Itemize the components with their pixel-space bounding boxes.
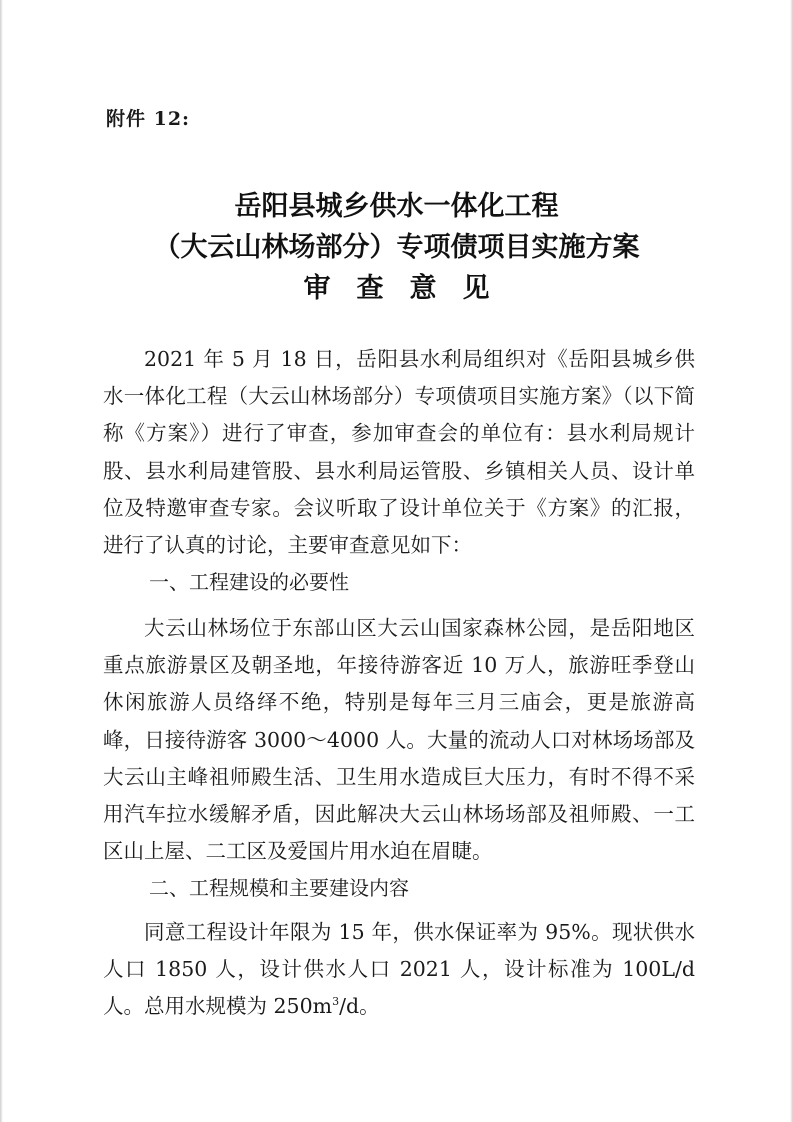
intro-paragraph-block xyxy=(103,341,695,564)
title-line-2: （大云山林场部分）专项债项目实施方案 xyxy=(153,232,640,263)
title-line-1: 岳阳县城乡供水一体化工程 xyxy=(234,191,559,222)
section-2-text-a: 同意工程设计年限为 15 年，供水保证率为 95%。现状供水人口 1850 人，设计供水人口 2021 人，设计标准为 100L/d 人。总用水规模为 250m xyxy=(103,920,695,1019)
intro-paragraph: 2021 年 5 月 18 日，岳阳县水利局组织对《岳阳县城乡供水一体化工程（大云山林场部分）专项债项目实施方案》（以下简称《方案》）进行了审查，参加审查会的单位有：县水利局规计股、县水利局建管股、县水利局运管股、乡镇相关人员、设计单位及特邀审查专家。会议听取了设计单位关于《方案》的汇报，进行了认真的讨论，主要审查意见如下： xyxy=(103,347,695,558)
section-1-paragraph: 大云山林场位于东部山区大云山国家森林公园，是岳阳地区重点旅游景区及朝圣地，年接待游客近 10 万人，旅游旺季登山休闲旅游人员络绎不绝，特别是每年三月三庙会，更是旅游高峰，日接待游客 3000～4000 人。大量的流动人口对林场场部及大云山主峰祖师殿生活、卫生用水造成巨大压力，有时不得不采用汽车拉水缓解矛盾，因此解决大云山林场场部及祖师殿、一工区山上屋、二工区及爱国片用水迫在眉睫。 xyxy=(103,616,695,864)
title-line-3: 审查意见 xyxy=(303,273,516,304)
section-2-paragraph xyxy=(103,914,695,1026)
section-1-block xyxy=(103,610,695,870)
section-1-heading: 一、工程建设的必要性 xyxy=(149,570,349,594)
attachment-label: 附件 12: xyxy=(106,108,191,130)
cubic-superscript: 3 xyxy=(332,995,340,1009)
section-2-text-b: /d。 xyxy=(339,994,380,1019)
section-2-heading: 二、工程规模和主要建设内容 xyxy=(149,876,409,900)
section-2-block xyxy=(103,914,695,1026)
scan-edge-left xyxy=(0,0,3,1122)
